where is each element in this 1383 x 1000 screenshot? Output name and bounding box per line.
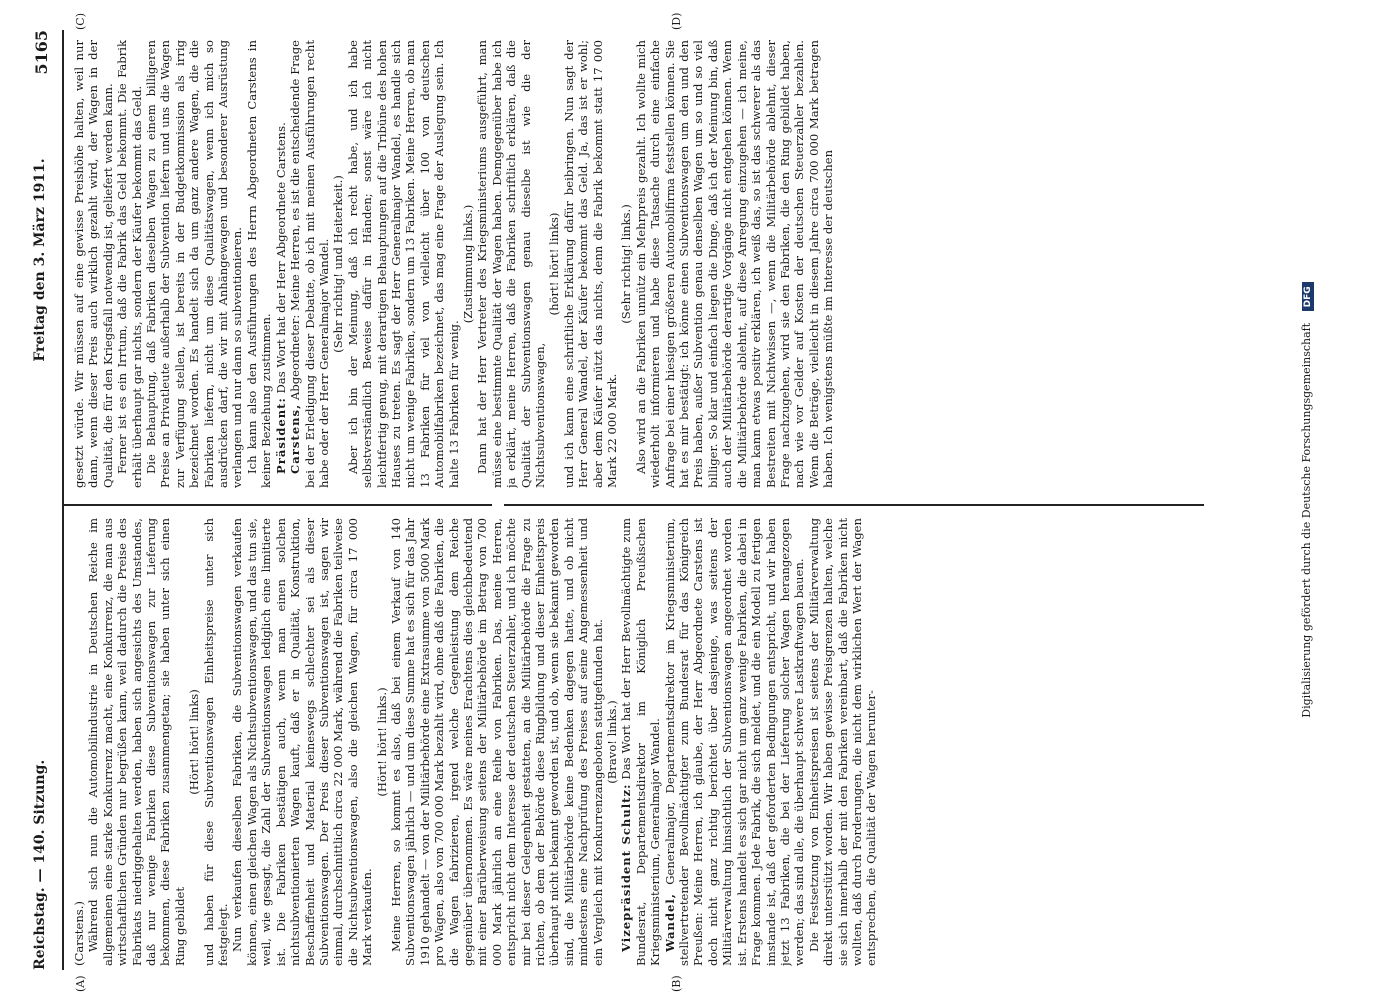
digitization-footer <box>1300 0 1314 1000</box>
footer-credit: Digitalisierung gefördert durch die Deutsche Forschungsgemeinschaft <box>1300 322 1313 718</box>
interjection: (Sehr richtig! links.) <box>619 204 634 324</box>
paragraph: Die Festsetzung von Einheitspreisen ist seitens der Militärverwaltung direkt unterstützt worden. Wir haben gewisse Preisgrenzen halten, welche sie sich innerhalb der mit den Fabriken vereinbart, daß die Fabriken nicht wollten, daß durch Forderungen, die nicht dem wirklichen Wert der Wagen entsprechen, die Qualität der Wagen herunter- <box>806 518 879 966</box>
paragraph: Die Behauptung, daß Fabriken dieselben Wagen zu einem billigeren Preise an Privatleute außerhalb der Subvention liefern und uns die Wagen zur Verfügung stellen, ist bereits in der Budgetkommission als irrig bezeichnet worden. Es handelt sich da um ganz andere Wagen, die die Fabriken liefern, nicht um diese Qualitätswagen, wenn ich mich so ausdrücken darf, die wir mit Anhängewagen und besonderer Ausrüstung verlangen und nur dann so subventionieren. <box>144 40 245 488</box>
speaker-name: Wandel, <box>662 893 677 952</box>
left-page-header <box>32 510 60 970</box>
column-rule-upper <box>64 504 492 506</box>
right-page-header <box>32 30 60 490</box>
left-column <box>72 518 1242 966</box>
paragraph: Ferner ist es ein Irrtum, daß die Fabrik das Geld bekommt. Die Fabrik erhält überhaupt gar nichts, sondern der Käufer bekommt das Geld. <box>115 40 144 488</box>
paragraph: Dann hat der Herr Vertreter des Kriegsministeriums ausgeführt, man müsse eine bestimmte Qualität der Wagen haben. Demgegenüber habe ich ja erklärt, meine Herren, daß die Fabriken schriftlich erklären, daß die Qualität der Subventionswagen genau dieselbe ist wie die der Nichtsubventionswagen, <box>475 40 547 488</box>
paragraph: Ich kann also den Ausführungen des Herrn Abgeordneten Carstens in keiner Beziehung zustimmen. <box>244 40 274 488</box>
paragraph-text: Das Wort hat der Herr Bevollmächtigte zum Bundesrat, Departementsdirektor im Königlich Preußischen Kriegsministerium, Generalmajor Wandel. <box>619 518 663 966</box>
margin-letter-a: (A) <box>74 975 87 992</box>
paragraph: gesetzt würde. Wir müssen auf eine gewisse Preishöhe halten, weil nur dann, wenn dieser Preis auch wirklich gezahlt wird, der Wagen in der Qualität, die für den Kriegsfall notwendig ist, geliefert werden kann. <box>72 40 115 488</box>
paragraph: Aber ich bin der Meinung, daß ich recht habe, und ich habe selbstverständlich Beweise dafür in Händen; sonst wäre ich nicht leichtfertig genug, mit derartigen Behauptungen auf die Tribüne des hohen Hauses zu treten. Es sagt der Herr Generalmajor Wandel, es handle sich nicht um wenige Fabriken, sondern um 13 Fabriken. Meine Herren, ob man 13 Fabriken für viel von vielleicht über 100 von deutschen Automobilfabriken bezeichnet, das mag eine Frage der Auslegung sein. Ich halte 13 Fabriken für wenig. <box>345 40 461 488</box>
paragraph: Also wird an die Fabriken unnütz ein Mehrpreis gezahlt. Ich wollte mich wiederholt informieren und habe diese Tatsache durch eine einfache Anfrage bei einer hiesigen größeren Automobilfirma feststellen können. Sie hat es mir bestätigt: ich könne einen Subventionswagen um den und den Preis haben, außer Subvention genau denselben Wagen um so und so viel billiger. So klar und einfach liegen die Dinge, daß ich der Meinung bin, daß auch der Militärbehörde derartige Vorgänge nicht entgehen können. Wenn die Militärbehörde ablehnt, auf diese Anregung einzugehen — ich meine, man kann etwas positiv erklären, ich weiß das, so ist das schwerer als das Bestreiten mit Nichtwissen —, wenn die Militärbehörde ablehnt, dieser Frage nachzugehen, wird sie den Fabriken, die den Ring gebildet haben, nach wie vor Gelder auf Kosten der deutschen Steuerzahler bezahlen. Wenn die Beträge, vielleicht in diesem Jahre circa 700 000 Mark betragen haben. Ich wenigstens müßte im Interesse der deutschen <box>633 40 836 488</box>
column-rule-lower <box>504 504 1204 506</box>
interjection: (Zustimmung links.) <box>460 204 475 324</box>
paragraph: Nun verkaufen dieselben Fabriken, die Subventionswagen verkaufen können, einen gleichen Wagen als Nichtsubventionswagen, und das tun sie, weil, wie gesagt, die Zahl der Subventionswagen lediglich eine limitierte ist. Die Fabriken bestätigen auch, wenn man einen solchen nichtsubventionierten Wagen kauft, daß er in Qualität, Konstruktion, Beschaffenheit und Material keineswegs schlechter sei als dieser Subventionswagen. Der Preis dieser Subventionswagen ist, sagen wir einmal, durchschnittlich circa 22 000 Mark, während die Fabriken teilweise die Nichtsubventionswagen, also die gleichen Wagen, für circa 17 000 Mark verkaufen. <box>230 518 375 966</box>
margin-letter-d: (D) <box>670 12 683 30</box>
header-date: Freitag den 3. März 1911. <box>32 158 48 362</box>
speaker-tag: (Carstens.) <box>72 901 86 966</box>
paragraph: Meine Herren, so kommt es also, daß bei einem Verkauf von 140 Subventionswagen jährlich — und um diese Summe hat es sich für das Jahr 1910 gehandelt — von der Militärbehörde eine Extrasumme von 5000 Mark pro Wagen, also von 700 000 Mark bezahlt wird, ohne daß die Fabriken, die die Wagen fabrizieren, irgend welche Gegenleistung dem Reiche gegenüber übernommen. Es wäre meines Erachtens dies gleichbedeutend mit einer Barüberweisung seitens der Militärbehörde im Betrag von 700 000 Mark jährlich an eine Reihe von Fabriken. Das, meine Herren, entspricht nicht dem Interesse der deutschen Steuerzahler, und ich möchte mir bei dieser Gelegenheit gestatten, an die Militärbehörde die Frage zu richten, ob dem der Behörde diese Ringbildung und dieser Einheitspreis überhaupt nicht bekannt geworden ist, und ob, wenn sie bekannt geworden sind, die Militärbehörde keine Bedenken dagegen hatte, und ob nicht mindestens eine Nachprüfung des Preises auf seine Angemessenheit und ein Vergleich mit Konkurrenzangeboten stattgefunden hat. <box>388 518 605 966</box>
interjection: (hört! hört! links) <box>547 212 562 316</box>
margin-letter-c: (C) <box>74 13 87 30</box>
paragraph: und ich kann eine schriftliche Erklärung dafür beibringen. Nun sagt der Herr General Wandel, der Käufer bekommt das Geld. Ja, das ist er wohl; aber dem Käufer nützt das nichts, denn die Fabrik bekommt statt 17 000 Mark 22 000 Mark. <box>561 40 620 488</box>
paragraph <box>619 518 662 966</box>
interjection: (Bravo! links.) <box>605 700 620 784</box>
interjection: (Hört! hört! links.) <box>374 687 389 797</box>
paragraph-text: Generalmajor, Departementsdirektor im Kriegsministerium, stellvertretender Bevollmächtigter zum Bundesrat für das Königreich Preußen: Meine Herren, ich glaube, der Herr Abgeordnete Carstens ist doch nicht ganz richtig berichtet über dasjenige, was seitens der Militärverwaltung hinsichtlich der Subventionswagen angeordnet worden ist. Erstens handelt es sich gar nicht um ganz wenige Fabriken, die dabei in Frage kommen. Jede Fabrik, die sich meldet, und die ein Modell zu fertigen imstande ist, daß der geforderten Bedingungen entspricht, und wir haben jetzt 13 Fabriken, die bei der Lieferung solcher Wagen herangezogen werden; das sind alle, die überhaupt schwere Lastkraftwagen bauen. <box>662 518 807 966</box>
speaker-name: Carstens, <box>288 403 303 474</box>
speaker-name: Vizepräsident Schultz: <box>619 783 634 952</box>
right-column <box>72 40 1242 488</box>
dfg-logo: DFG <box>1302 282 1314 311</box>
header-title: Reichstag. — 140. Sitzung. <box>32 759 48 970</box>
page-number: 5165 <box>32 30 51 75</box>
paragraph <box>288 40 331 488</box>
paragraph: Während sich nun die Automobilindustrie in Deutschen Reiche im allgemeinen eine starke Konkurrenz macht, eine Konkurrenz, die man aus wirtschaftlichen Gründen nur begrüßen kann, weil dadurch die Preise des Fabrikats niedriggehalten werden, haben sich angesichts des Umstandes, daß nur wenige Fabriken diese Subventionswagen zur Lieferung bekommen, diese Fabriken zusammengetan; sie haben unter sich einen Ring gebildet <box>86 518 187 966</box>
header-rule <box>62 30 64 970</box>
paragraph-text: Das Wort hat der Herr Abgeordnete Carstens. <box>273 122 288 394</box>
interjection: (Sehr richtig! und Heiterkeit.) <box>331 175 346 353</box>
margin-letter-b: (B) <box>670 975 683 992</box>
interjection: (Hört! hört! links) <box>187 689 202 795</box>
paragraph <box>274 40 288 488</box>
paragraph-text: Abgeordneter: Meine Herren, es ist die entscheidende Frage bei der Erledigung dieser Debatte, ob ich mit meinen Ausführungen recht habe oder der Herr Generalmajor Wandel. <box>288 40 331 488</box>
paragraph: und haben für diese Subventionswagen Einheitspreise unter sich festgelegt. <box>201 518 231 966</box>
speaker-name: Präsident: <box>273 397 288 474</box>
paragraph <box>663 518 807 966</box>
